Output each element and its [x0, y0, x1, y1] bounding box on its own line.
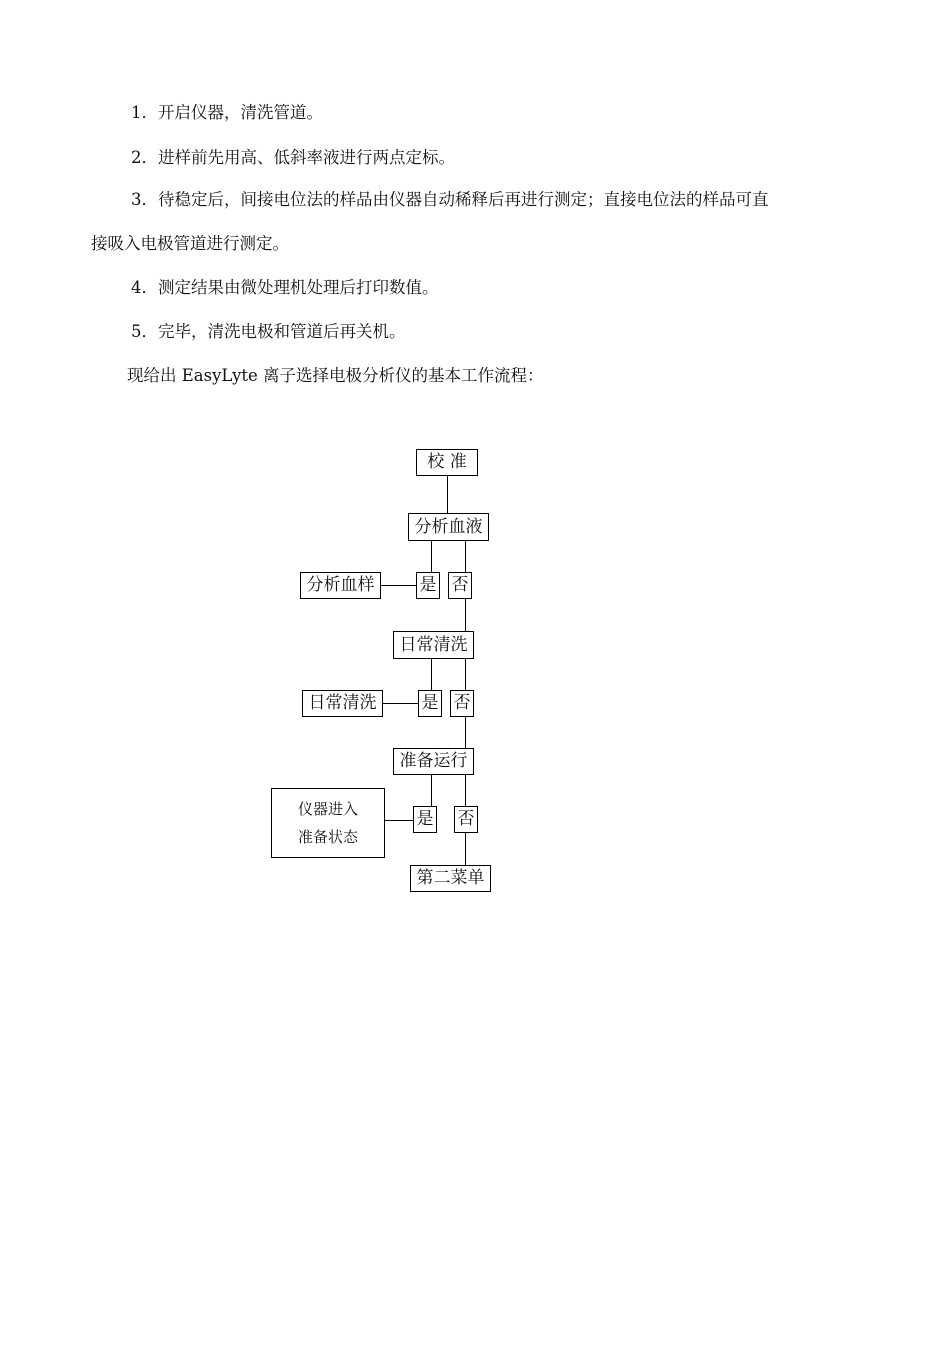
instrument-ready-line-1: 仪器进入 [297, 800, 358, 818]
analyze-sample-box: 分析血样 [300, 572, 381, 599]
step-3-continued-text: 接吸入电极管道进行测定。 [91, 234, 289, 253]
connector-calibrate-to-analyze [447, 475, 448, 516]
yes-box-2: 是 [418, 690, 442, 717]
step-3-text: 3．待稳定后，间接电位法的样品由仪器自动稀释后再进行测定；直接电位法的样品可直 [131, 190, 769, 209]
no-box-3: 否 [454, 806, 478, 833]
connector-analyze-to-no-1 [465, 540, 466, 572]
connector-yes-1-to-analyze-sample [380, 585, 417, 586]
yes-box-3: 是 [413, 806, 437, 833]
connector-yes-2-to-daily-clean-action [382, 703, 419, 704]
instrument-ready-line-2: 准备状态 [297, 828, 358, 846]
connector-no-3-to-second-menu [465, 832, 466, 866]
step-2-text: 2．进样前先用高、低斜率液进行两点定标。 [131, 148, 455, 167]
calibrate-box: 校 准 [416, 449, 478, 476]
connector-daily-clean-to-no-2 [465, 658, 466, 690]
prepare-run-box: 准备运行 [393, 748, 474, 775]
connector-prepare-run-to-yes-3 [431, 774, 432, 806]
analyze-blood-box: 分析血液 [408, 513, 489, 541]
instrument-ready-box [271, 788, 385, 858]
connector-analyze-to-yes-1 [431, 540, 432, 572]
daily-clean-action-box: 日常清洗 [302, 690, 383, 717]
connector-yes-3-to-instrument-ready [384, 820, 414, 821]
no-box-1: 否 [448, 572, 472, 599]
connector-prepare-run-to-no-3 [465, 774, 466, 806]
daily-clean-box: 日常清洗 [393, 631, 474, 659]
flowchart-intro-text: 现给出 EasyLyte 离子选择电极分析仪的基本工作流程： [127, 366, 544, 385]
step-5-text: 5．完毕，清洗电极和管道后再关机。 [131, 322, 406, 341]
second-menu-box: 第二菜单 [410, 865, 491, 892]
step-1-text: 1．开启仪器，清洗管道。 [131, 103, 323, 122]
step-4-text: 4．测定结果由微处理机处理后打印数值。 [131, 278, 439, 297]
connector-no-1-to-daily-clean [465, 598, 466, 632]
yes-box-1: 是 [416, 572, 440, 599]
connector-daily-clean-to-yes-2 [431, 658, 432, 690]
no-box-2: 否 [450, 690, 474, 717]
connector-no-2-to-prepare-run [465, 716, 466, 750]
